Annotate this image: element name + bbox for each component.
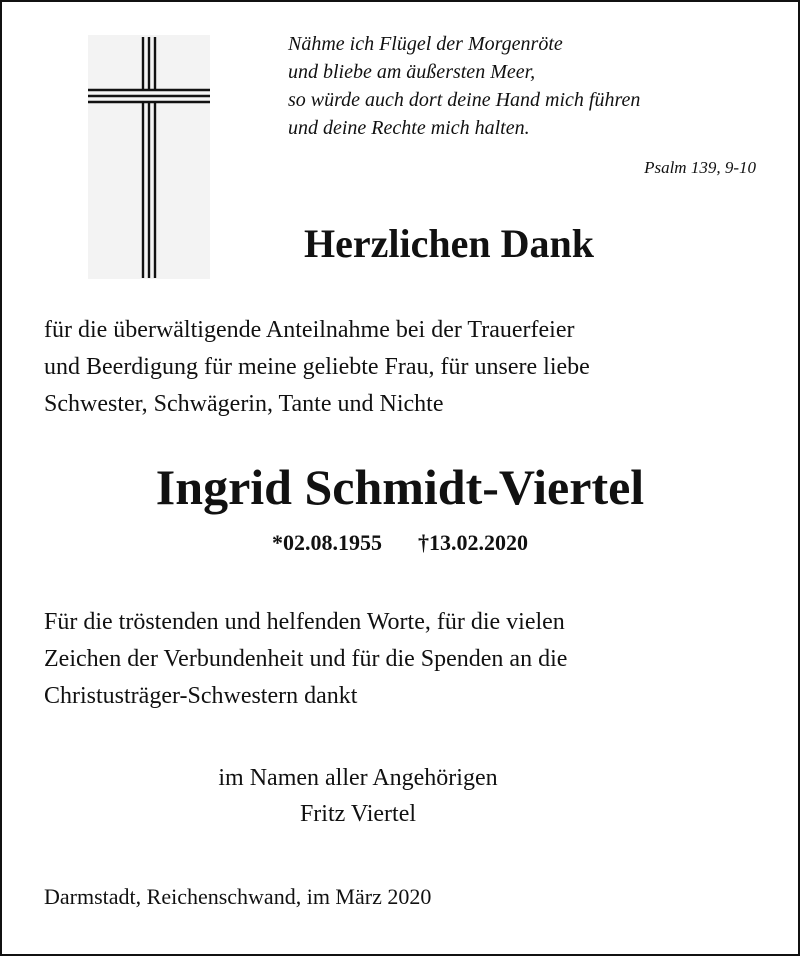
verse-line: und deine Rechte mich halten.: [288, 117, 530, 139]
deceased-name: Ingrid Schmidt-Viertel: [155, 459, 645, 515]
paragraph-line: Christusträger-Schwestern dankt: [44, 683, 358, 709]
verse-line: so würde auch dort deine Hand mich führen: [288, 89, 641, 111]
death-date: †13.02.2020: [418, 530, 528, 555]
intro-paragraph: [44, 312, 590, 423]
signature-block: [0, 760, 716, 832]
birth-date: *02.08.1955: [272, 530, 382, 555]
on-behalf-line: im Namen aller Angehörigen: [218, 765, 498, 791]
life-dates: [0, 530, 800, 556]
place-and-date: Darmstadt, Reichenschwand, im März 2020: [44, 884, 432, 909]
thanks-paragraph: [44, 604, 567, 715]
signatory-name: Fritz Viertel: [299, 801, 417, 827]
verse-reference: Psalm 139, 9-10: [644, 158, 756, 177]
paragraph-line: Für die tröstenden und helfenden Worte, für die vielen: [44, 609, 565, 635]
paragraph-line: und Beerdigung für meine geliebte Frau, für unsere liebe: [44, 354, 590, 380]
psalm-verse: [288, 30, 640, 142]
paragraph-line: für die überwältigende Anteilnahme bei der Trauerfeier: [44, 317, 575, 343]
heading-thanks: Herzlichen Dank: [304, 221, 594, 266]
paragraph-line: Schwester, Schwägerin, Tante und Nichte: [44, 391, 444, 417]
paragraph-line: Zeichen der Verbundenheit und für die Spenden an die: [44, 646, 568, 672]
latin-cross-icon: [88, 35, 210, 279]
verse-line: und bliebe am äußersten Meer,: [288, 61, 536, 83]
cross-panel: [88, 35, 210, 279]
verse-line: Nähme ich Flügel der Morgenröte: [288, 33, 563, 55]
